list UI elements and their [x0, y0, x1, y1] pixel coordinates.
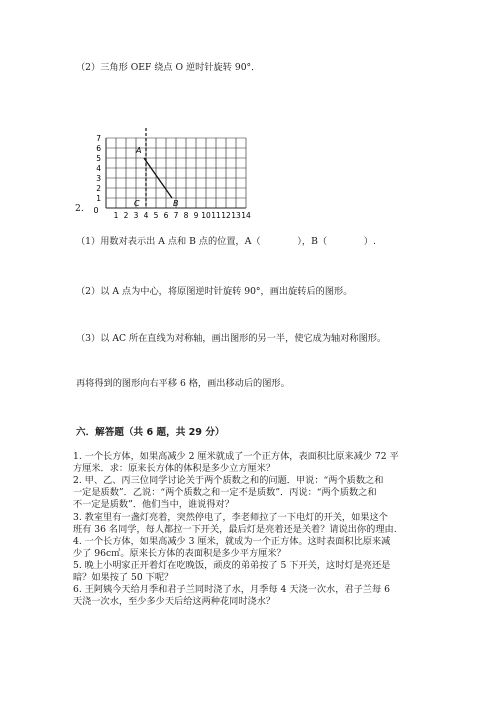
question-line: 班有 36 名同学，每人都拉一下开关，最后灯是亮着还是关着？请说出你的理由. [73, 523, 397, 535]
point-a-label: A [136, 146, 142, 155]
question-line: 1. 一个长方体，如果高减少 2 厘米就成了一个正方体，表面积比原来减少 72 平 [73, 451, 399, 462]
x-tick-label: 5 [153, 211, 159, 220]
x-tick-label: 11 [211, 211, 221, 220]
x-tick-label: 6 [163, 211, 169, 220]
question-line: 天浇一次水，至少多少天后给这两种花同时浇水？ [73, 596, 276, 608]
question-line: 一定是质数”．乙说：“两个质数之和一定不是质数”．丙说：“两个质数之和 [73, 487, 377, 499]
question-line: 5. 晚上小明家正开着灯在吃晚饭，顽皮的弟弟按了 5 下开关，这时灯是亮还是 [73, 559, 391, 571]
question-line: 2. 甲、乙、丙三位同学讨论关于两个质数之和的问题．甲说：“两个质数之和 [73, 475, 384, 487]
question-line: 4. 一个长方体，如果高减少 3 厘米，就成为一个正方体。这时表面积比原来减 [73, 535, 391, 547]
x-tick-labels [114, 211, 251, 220]
section-six-title: 六．解答题（共 6 题，共 29 分） [76, 427, 225, 438]
coordinate-grid [88, 110, 298, 225]
y-tick-label: 3 [96, 174, 101, 183]
question-line: 暗？如果按了 50 下呢？ [73, 572, 174, 583]
x-tick-label: 7 [173, 211, 179, 220]
question-line: 方厘米．求：原来长方体的体积是多少立方厘米？ [73, 463, 276, 475]
sub-question-2: （2）以 A 点为中心，将原图逆时针旋转 90°，画出旋转后的图形。 [76, 286, 353, 297]
grid-lines [106, 138, 246, 208]
x-tick-label: 1 [113, 211, 119, 220]
question-number: 2. [75, 203, 84, 214]
sub-question-4: 再将得到的图形向右平移 6 格，画出移动后的图形。 [76, 378, 290, 389]
y-tick-label: 5 [96, 154, 101, 163]
x-tick-label: 10 [201, 211, 211, 220]
question-line: 少了 96c㎡。原来长方体的表面积是多少平方厘米？ [73, 547, 286, 559]
part-2-instruction: （2）三角形 OEF 绕点 O 逆时针旋转 90°． [76, 62, 261, 73]
y-tick-label: 6 [96, 144, 101, 153]
y-tick-labels [96, 134, 101, 203]
x-tick-label: 3 [133, 211, 139, 220]
origin-label: 0 [93, 206, 99, 215]
x-tick-label: 8 [183, 211, 189, 220]
point-b-label: B [173, 199, 179, 208]
x-tick-label: 12 [221, 211, 231, 220]
x-tick-label: 14 [241, 211, 251, 220]
y-tick-label: 1 [96, 194, 101, 203]
x-tick-label: 13 [231, 211, 241, 220]
sub-question-1: （1）用数对表示出 A 点和 B 点的位置，A（ ），B（ ）. [76, 236, 376, 247]
y-tick-label: 7 [96, 134, 101, 143]
x-tick-label: 2 [123, 211, 129, 220]
y-tick-label: 4 [96, 164, 101, 173]
x-tick-label: 9 [193, 211, 199, 220]
point-c-label: C [134, 199, 140, 208]
x-tick-label: 4 [143, 211, 149, 220]
question-line: 不一定是质数”．他们当中，谁说得对？ [73, 499, 234, 511]
question-line: 3. 教室里有一盏灯亮着，突然停电了，李老师拉了一下电灯的开关，如果这个 [73, 511, 388, 523]
question-line: 6. 王阿姨今天给月季和君子兰同时浇了水，月季每 4 天浇一次水，君子兰每 6 [73, 584, 390, 596]
sub-question-3: （3）以 AC 所在直线为对称轴，画出图形的另一半，使它成为轴对称图形。 [76, 333, 387, 344]
y-tick-label: 2 [96, 184, 101, 193]
